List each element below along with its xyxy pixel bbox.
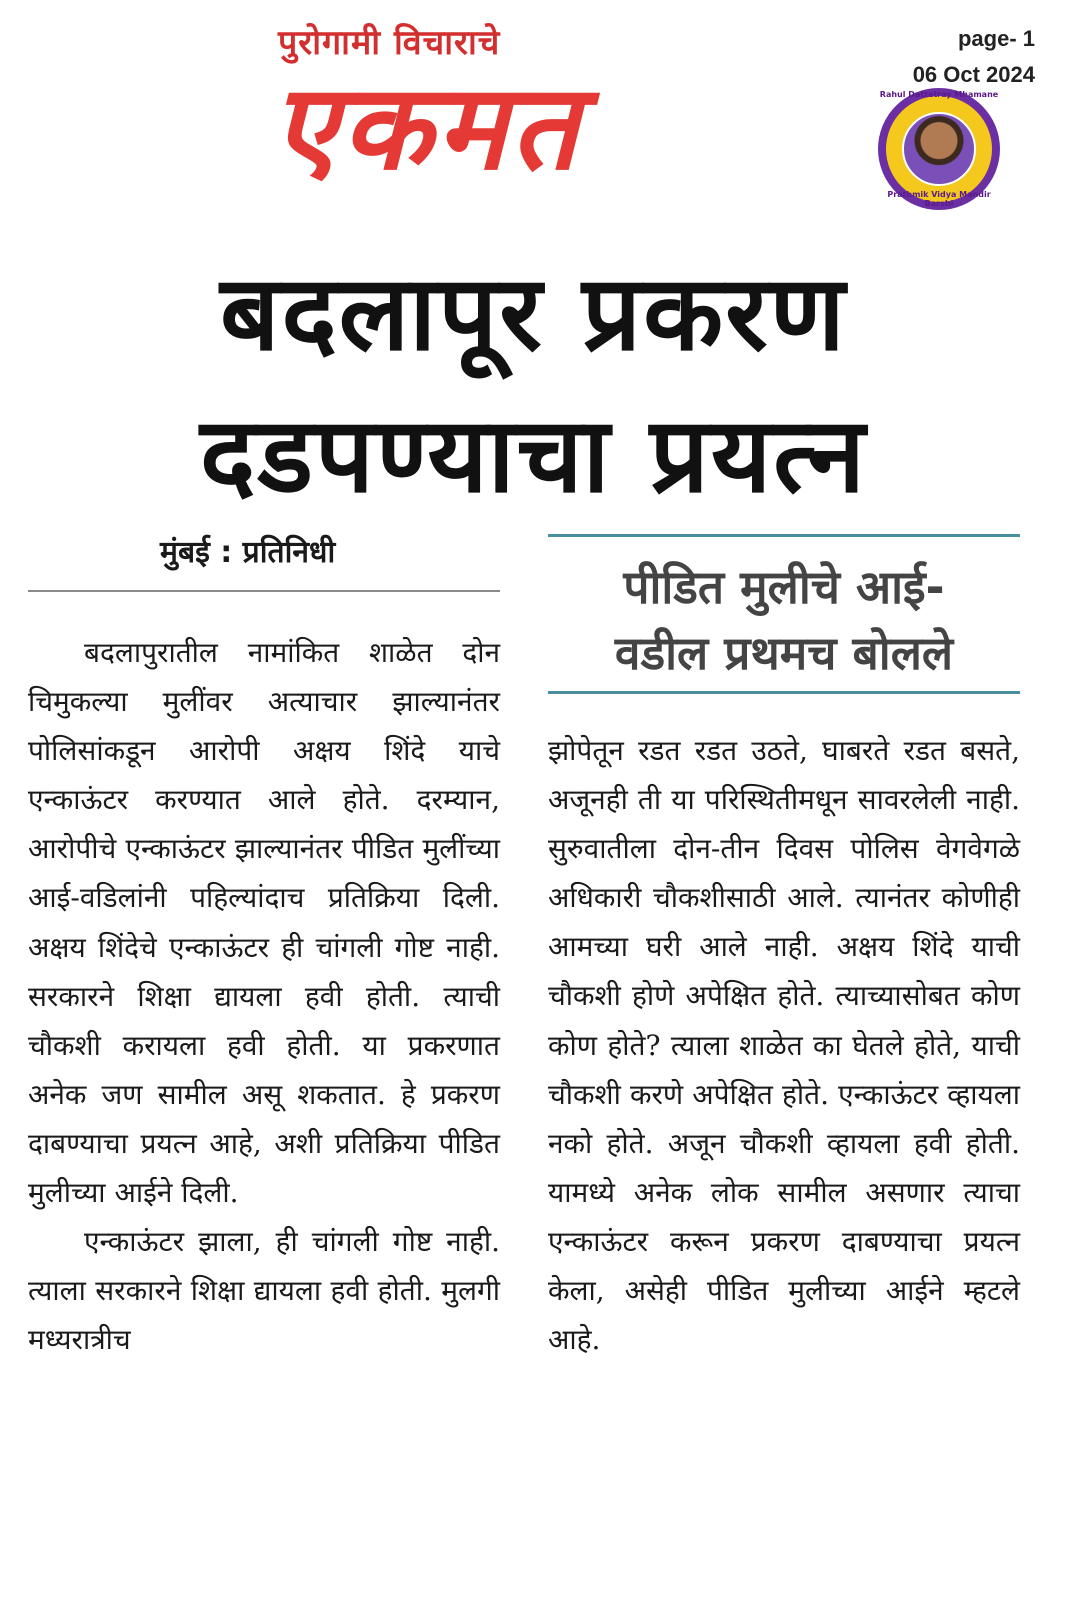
dateline: मुंबई : प्रतिनिधी — [160, 535, 336, 570]
article-left-column — [28, 628, 500, 1364]
badge-bottom-text: Prathmik Vidya Mandir Barshi — [887, 190, 991, 208]
article-paragraph: एन्काऊंटर झाला, ही चांगली गोष्ट नाही. त्याला सरकारने शिक्षा द्यायला हवी होती. मुलगी मध्यरात्रीच — [28, 1225, 500, 1357]
badge-ring — [886, 96, 992, 202]
subhead-box — [548, 534, 1020, 694]
subhead-line-1: पीडित मुलीचे आई- — [623, 560, 945, 614]
author-photo — [902, 112, 976, 186]
dateline-divider — [28, 590, 500, 592]
article-paragraph: झोपेतून रडत रडत उठते, घाबरते रडत बसते, अजूनही ती या परिस्थितीमधून सावरलेली नाही. सुरुवातीला दोन-तीन दिवस पोलिस वेगवेगळे अधिकारी चौकशीसाठी आले. त्यानंतर कोणीही आमच्या घरी आले नाही. अक्षय शिंदे याची चौकशी होणे अपेक्षित होते. त्याच्यासोबत कोण कोण होते? त्याला शाळेत का घेतले होते, याची चौकशी करणे अपेक्षित होते. एन्काऊंटर व्हायला नको होते. अजून चौकशी व्हायला हवी होती. यामध्ये अनेक लोक सामील असणार त्याचा एन्काऊंटर करून प्रकरण दाबण्याचा प्रयत्न केला, असेही पीडित मुलीच्या आईने म्हटले आहे. — [548, 734, 1020, 1357]
article-paragraph: बदलापुरातील नामांकित शाळेत दोन चिमुकल्या मुलींवर अत्याचार झाल्यानंतर पोलिसांकडून आरोपी अक्षय शिंदे याचे एन्काऊंटर करण्यात आले होते. दरम्यान, आरोपीचे एन्काऊंटर झाल्यानंतर पीडित मुलींच्या आई-वडिलांनी पहिल्यांदाच प्रतिक्रिया दिली. अक्षय शिंदेचे एन्काऊंटर ही चांगली गोष्ट नाही. सरकारने शिक्षा द्यायला हवी होती. त्याची चौकशी करायला हवी होती. या प्रकरणात अनेक जण सामील असू शकतात. हे प्रकरण दाबण्याचा प्रयत्न आहे, अशी प्रतिक्रिया पीडित मुलीच्या आईने दिली. — [28, 636, 500, 1210]
headline-line-2: दडपण्याचा प्रयत्न — [200, 394, 867, 516]
page-number: page- 1 — [957, 26, 1035, 51]
headline-line-1: बदलापूर प्रकरण — [220, 252, 847, 374]
publication-date: 06 Oct 2024 — [912, 62, 1035, 87]
badge-top-text: Rahul Dattatray Mhamane — [879, 90, 999, 99]
subhead-line-2: वडील प्रथमच बोलले — [614, 626, 954, 680]
masthead-tagline: पुरोगामी विचाराचे — [278, 23, 501, 63]
masthead-logo: एकमत — [272, 57, 582, 196]
article-right-column — [548, 726, 1020, 1364]
author-badge — [878, 88, 1000, 210]
